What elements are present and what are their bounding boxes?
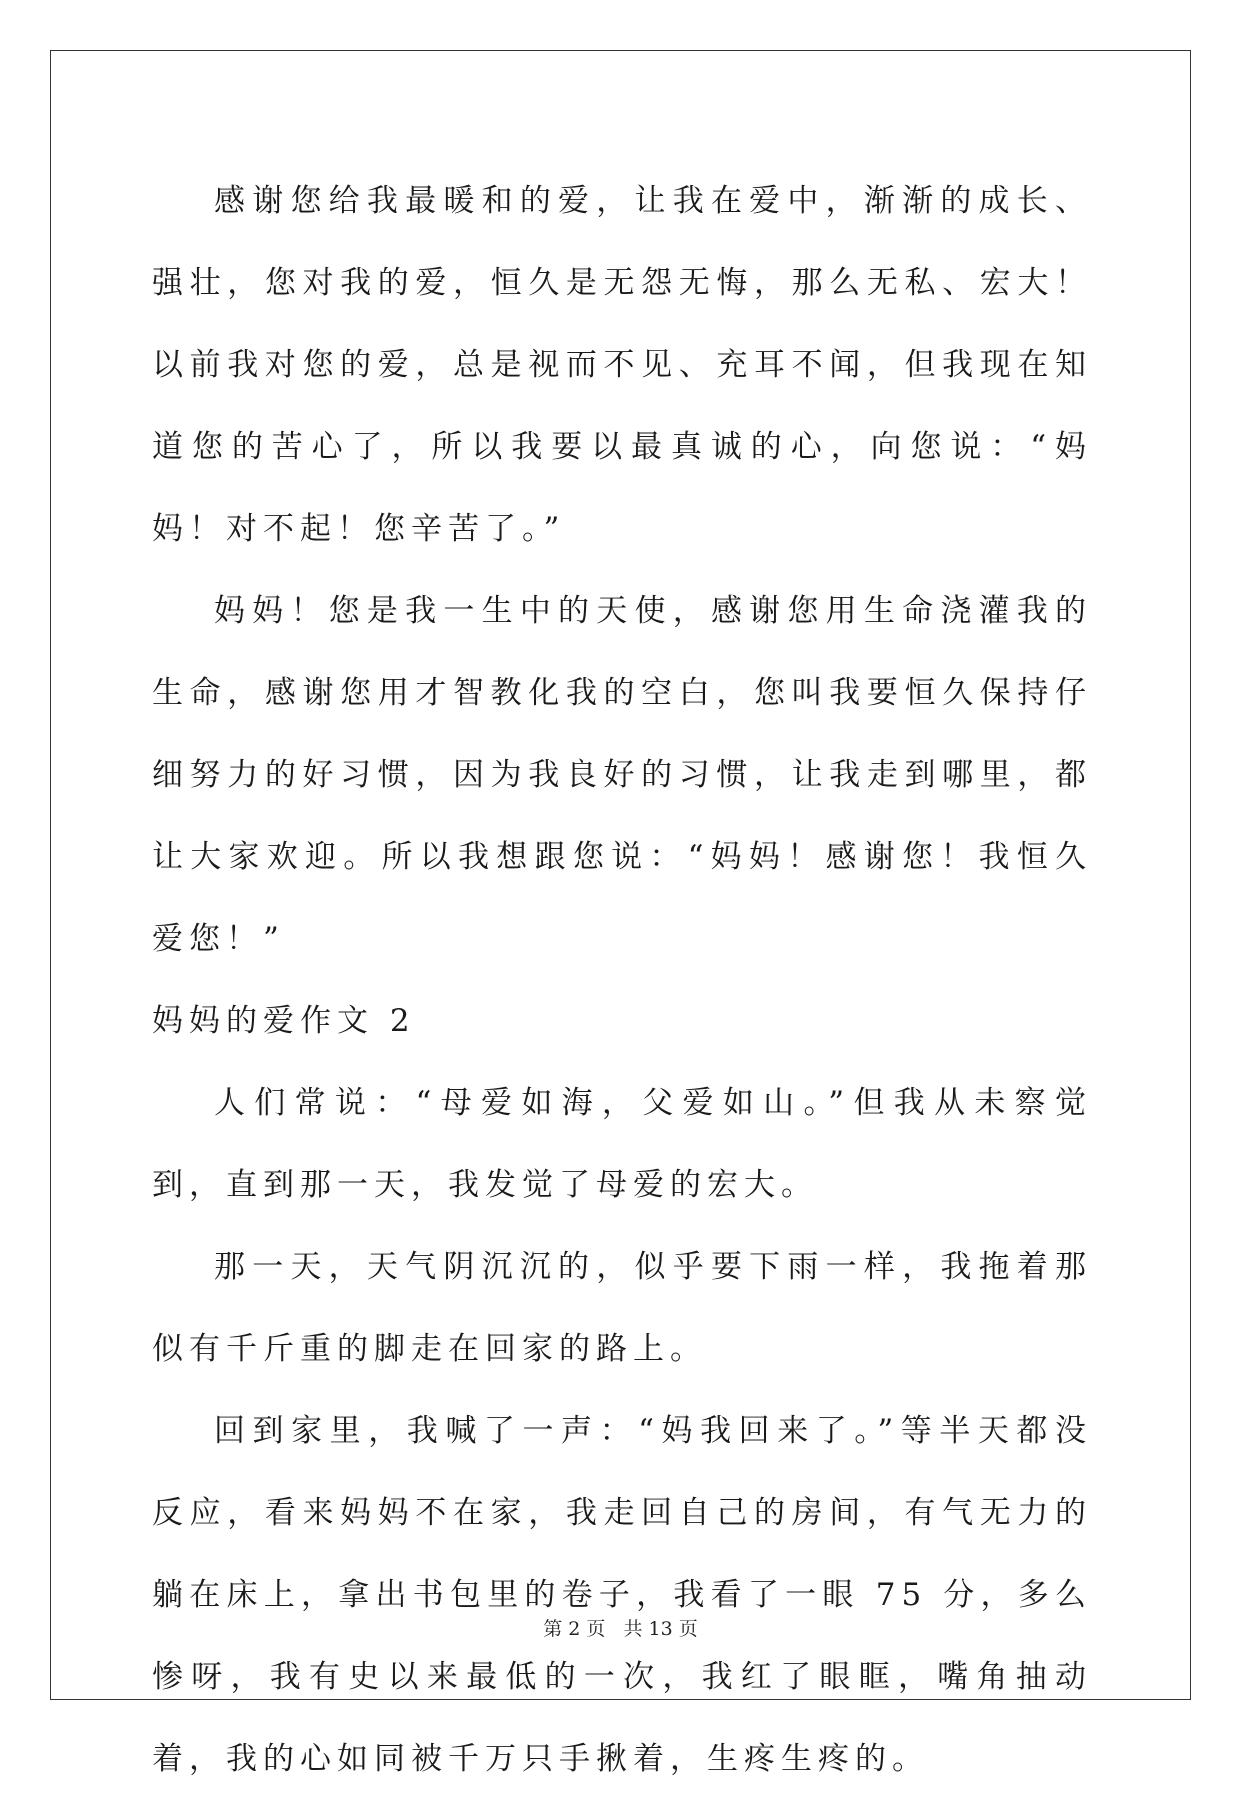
paragraph: 感谢您给我最暖和的爱，让我在爱中，渐渐的成长、强壮，您对我的爱，恒久是无怨无悔，那么无私、宏大！以前我对您的爱，总是视而不见、充耳不闻，但我现在知道您的苦心了，所以我要以最真诚的心，向您说：“妈妈！对不起！您辛苦了。” — [152, 183, 1092, 547]
page-footer — [0, 1614, 1241, 1641]
paragraph: 妈妈！您是我一生中的天使，感谢您用生命浇灌我的生命，感谢您用才智教化我的空白，您叫我要恒久保持仔细努力的好习惯，因为我良好的习惯，让我走到哪里，都让大家欢迎。所以我想跟您说：“妈妈！感谢您！我恒久爱您！” — [152, 593, 1092, 957]
document-body — [152, 160, 1092, 1800]
paragraph: 回到家里，我喊了一声：“妈我回来了。”等半天都没反应，看来妈妈不在家，我走回自己的房间，有气无力的躺在床上，拿出书包里的卷子，我看了一眼 75 分，多么惨呀，我有史以来最低的一次，我红了眼眶，嘴角抽动着，我的心如同被千万只手揪着，生疼生疼的。 — [152, 1413, 1092, 1777]
page-total: 共 13 页 — [623, 1618, 698, 1640]
section-heading: 妈妈的爱作文 2 — [152, 1003, 416, 1039]
page-number: 第 2 页 — [543, 1618, 606, 1640]
paragraph: 那一天，天气阴沉沉的，似乎要下雨一样，我拖着那似有千斤重的脚走在回家的路上。 — [152, 1249, 1092, 1367]
paragraph: 人们常说：“母爱如海，父爱如山。”但我从未察觉到，直到那一天，我发觉了母爱的宏大。 — [152, 1085, 1092, 1203]
